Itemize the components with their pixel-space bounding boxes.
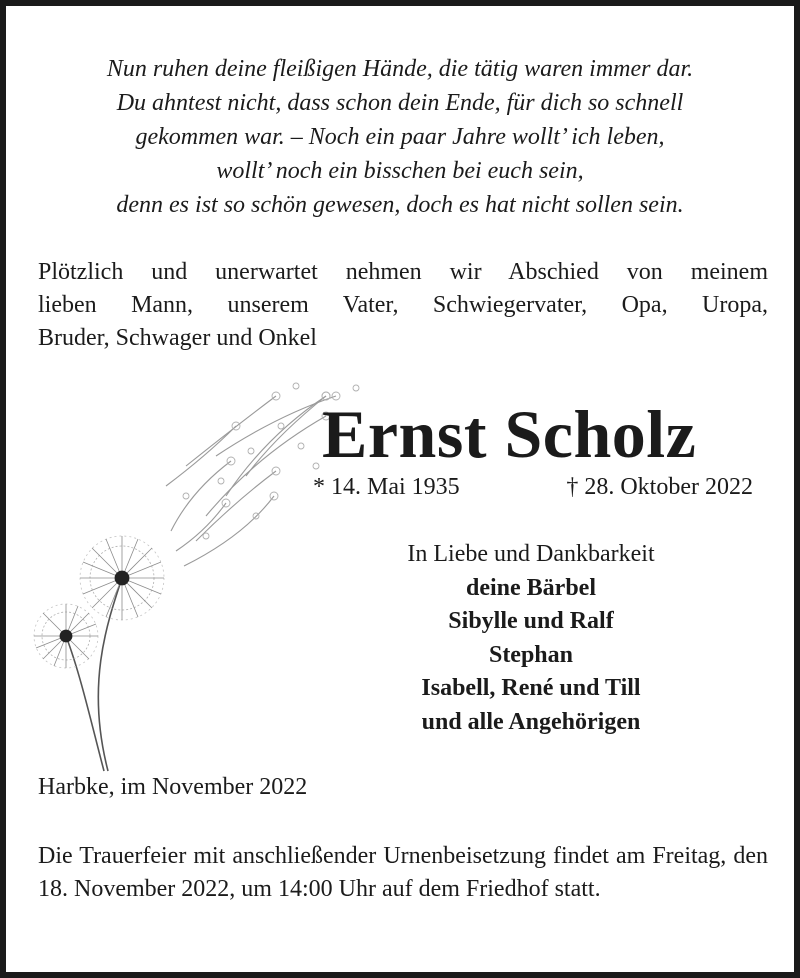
poem-line: Nun ruhen deine fleißigen Hände, die tätig waren immer dar. — [106, 56, 694, 82]
mourner-name: Stephan — [488, 641, 574, 668]
dandelion-head-large — [80, 536, 164, 620]
poem-line: Du ahntest nicht, dass schon dein Ende, für dich so schnell — [116, 90, 684, 116]
poem-line: wollt’ noch ein bisschen bei euch sein, — [216, 158, 584, 184]
memorial-poem — [6, 52, 794, 222]
death-date: † 28. Oktober 2022 — [566, 474, 753, 500]
deceased-name: Ernst Scholz — [322, 396, 697, 472]
place-and-date: Harbke, im November 2022 — [38, 774, 308, 800]
funeral-notice: Die Trauerfeier mit anschließender Urnenbeisetzung findet am Freitag, den 18. November 2022, um 14:00 Uhr auf dem Friedhof statt. — [38, 843, 768, 902]
obituary-notice — [6, 6, 794, 972]
poem-line: denn es ist so schön gewesen, doch es hat nicht sollen sein. — [116, 192, 684, 218]
mourner-name: deine Bärbel — [466, 574, 596, 601]
mourner-name: Sibylle und Ralf — [448, 608, 614, 634]
mourner-name: und alle Angehörigen — [421, 708, 641, 735]
poem-line: gekommen war. – Noch ein paar Jahre wollt’ ich leben, — [135, 124, 665, 150]
dandelion-head-small — [34, 604, 98, 668]
mourners-block — [346, 538, 716, 739]
birth-date: * 14. Mai 1935 — [313, 474, 460, 500]
announcement-line: Bruder, Schwager und Onkel — [38, 325, 317, 351]
mourner-name: Isabell, René und Till — [421, 675, 641, 701]
announcement-line: Plötzlich und unerwartet nehmen wir Abschied von meinem — [38, 259, 768, 285]
announcement-text — [38, 256, 768, 355]
announcement-line: lieben Mann, unserem Vater, Schwiegervater, Opa, Uropa, — [38, 292, 768, 318]
seed-trail — [166, 396, 336, 566]
mourners-heading: In Liebe und Dankbarkeit — [407, 541, 655, 567]
